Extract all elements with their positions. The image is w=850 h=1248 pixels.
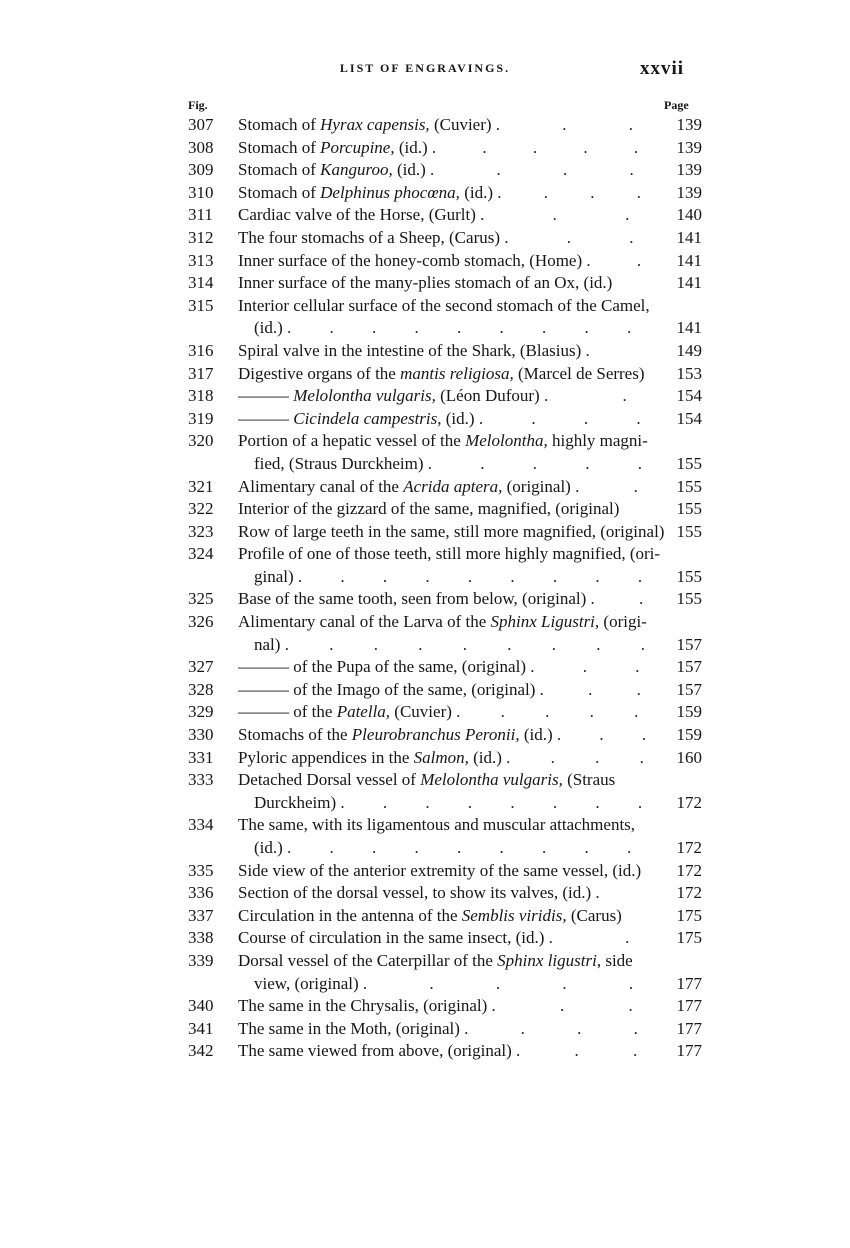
page-ref: 157: [676, 657, 702, 677]
page-ref: 159: [676, 725, 702, 745]
figure-number: 318: [188, 386, 214, 406]
page-ref: 155: [676, 521, 702, 541]
description-text: Spiral valve in the intestine of the Shark, (Blasius): [238, 340, 582, 360]
engraving-description: [238, 159, 664, 182]
page-ref: 177: [676, 973, 702, 993]
engraving-description: [238, 905, 664, 928]
description-text: (Straus: [562, 770, 616, 790]
description-text: (origi-: [599, 612, 647, 632]
page-ref: 157: [676, 679, 702, 699]
italic-name: Porcupine,: [320, 137, 395, 157]
engraving-description: [238, 950, 664, 973]
list-item: [188, 476, 708, 499]
page-ref: 177: [676, 996, 702, 1016]
page-ref: 172: [676, 838, 702, 857]
list-item: [188, 566, 708, 589]
figure-number: 339: [188, 950, 214, 970]
engraving-description: [254, 317, 664, 340]
description-text: (id.): [394, 137, 428, 157]
list-item: [188, 814, 708, 837]
description-text: Durckheim): [254, 792, 337, 812]
engraving-description: [238, 385, 664, 408]
description-text: (Cuvier): [390, 702, 452, 722]
figure-number: 320: [188, 431, 214, 451]
leader-dots: . . .: [556, 725, 664, 745]
list-item: [188, 295, 708, 318]
description-text: Side view of the anterior extremity of the same vessel, (id.): [238, 860, 642, 880]
figure-number: 314: [188, 273, 214, 293]
leader-dots: . .: [543, 386, 662, 406]
figure-number: 315: [188, 295, 214, 315]
page-ref: 141: [676, 318, 702, 338]
engraving-description: [254, 973, 664, 996]
description-text: The same in the Moth, (original): [238, 1018, 460, 1038]
page-ref: 155: [676, 476, 702, 496]
leader-dots: . . . . .: [456, 702, 657, 722]
list-item: [188, 182, 708, 205]
list-item: [188, 340, 708, 363]
description-text: Interior cellular surface of the second stomach of the Camel,: [238, 295, 650, 315]
engraving-description: [238, 814, 664, 837]
description-text: Dorsal vessel of the Caterpillar of the: [238, 950, 498, 970]
page-number: xxvii: [640, 58, 685, 79]
description-text: Row of large teeth in the same, still more magnified, (original): [238, 521, 664, 541]
description-text: Base of the same tooth, seen from below, (original): [238, 589, 587, 609]
list-item: [188, 114, 708, 137]
description-text: Section of the dorsal vessel, to show its valves, (id.): [238, 883, 592, 903]
list-item: [188, 521, 708, 544]
engravings-list: [188, 114, 708, 1063]
description-text: (Marcel de Serres): [513, 363, 645, 383]
list-item: [188, 227, 708, 250]
engraving-description: [238, 724, 664, 747]
list-item: [188, 272, 708, 295]
description-text: Alimentary canal of the Larva of the: [238, 612, 491, 632]
italic-name: Hyrax capensis,: [320, 115, 430, 134]
list-item: [188, 679, 708, 702]
figure-number: 331: [188, 747, 214, 767]
engraving-description: [238, 114, 664, 137]
description-text: Digestive organs of the: [238, 363, 401, 383]
page-ref: 177: [676, 1018, 702, 1038]
engraving-description: [238, 408, 664, 431]
description-text: Pyloric appendices in the: [238, 747, 414, 767]
engraving-description: [238, 769, 664, 792]
list-item: [188, 634, 708, 657]
leader-dots: . . . . .: [431, 137, 660, 157]
description-text: (id.): [468, 747, 502, 767]
leader-dots: . . .: [491, 996, 663, 1016]
page-ref: 139: [676, 137, 702, 157]
description-text: (id.): [519, 725, 553, 745]
engraving-description: [238, 656, 664, 679]
page-ref: 172: [676, 792, 702, 812]
fig-column-header: Fig.: [188, 98, 208, 112]
engraving-description: [238, 363, 664, 386]
figure-number: 312: [188, 227, 214, 247]
engraving-description: [238, 1040, 664, 1063]
page-ref: 155: [676, 566, 702, 586]
figure-number: 338: [188, 928, 214, 948]
engraving-description: [238, 995, 664, 1018]
leader-dots: . . . . . . . . .: [287, 318, 649, 338]
description-text: ginal): [254, 566, 294, 586]
engraving-description: [238, 611, 664, 634]
description-text: Stomach of: [238, 182, 321, 202]
list-item: [188, 159, 708, 182]
page-ref: 140: [676, 205, 702, 225]
description-text: The four stomachs of a Sheep, (Carus): [238, 227, 501, 247]
leader-dots: . . .: [480, 205, 662, 225]
list-item: [188, 837, 708, 860]
description-text: Inner surface of the honey-comb stomach, (Home): [238, 250, 583, 270]
description-text: Interior of the gizzard of the same, magnified, (original): [238, 499, 620, 519]
figure-number: 311: [188, 205, 213, 225]
list-item: [188, 656, 708, 679]
engraving-description: [254, 837, 664, 860]
engraving-description: [238, 340, 664, 363]
engraving-description: [238, 250, 664, 273]
page-ref: 139: [676, 182, 702, 202]
figure-number: 322: [188, 499, 214, 519]
page-ref: 141: [676, 227, 702, 247]
list-item: [188, 453, 708, 476]
italic-name: Pleurobranchus Peronii,: [351, 725, 520, 745]
page-ref: 155: [676, 589, 702, 609]
leader-dots: . . . .: [478, 408, 663, 428]
engraving-description: [254, 566, 664, 589]
italic-name: Cicindela campestris,: [293, 408, 442, 428]
leader-dots: . . . . . . . .: [340, 792, 660, 812]
description-text: nal): [254, 634, 281, 654]
description-text: view, (original): [254, 973, 359, 993]
engraving-description: [238, 498, 664, 521]
leader-dots: . . . .: [464, 1018, 662, 1038]
page-ref: 141: [676, 250, 702, 270]
leader-dots: . .: [575, 476, 663, 496]
description-text: Cardiac valve of the Horse, (Gurlt): [238, 205, 476, 225]
italic-name: Sphinx Ligustri,: [490, 612, 600, 632]
description-text: (Carus): [566, 905, 622, 925]
page-ref: 175: [676, 905, 702, 925]
page-column-header: Page: [664, 98, 689, 112]
figure-number: 324: [188, 544, 214, 564]
engraving-description: [238, 295, 664, 318]
engraving-description: [254, 792, 664, 815]
engraving-description: [238, 588, 664, 611]
figure-number: 325: [188, 589, 214, 609]
engraving-description: [238, 927, 664, 950]
description-text: (Cuvier): [429, 115, 492, 134]
list-item: [188, 137, 708, 160]
figure-number: 330: [188, 725, 214, 745]
figure-number: 328: [188, 679, 214, 699]
leader-dots: . . .: [539, 679, 661, 699]
figure-number: 341: [188, 1018, 214, 1038]
list-item: [188, 882, 708, 905]
description-text: Course of circulation in the same insect, (id.): [238, 928, 545, 948]
engraving-description: [238, 882, 664, 905]
list-item: [188, 363, 708, 386]
description-text: ——— of the: [238, 702, 337, 722]
page-ref: 153: [676, 363, 702, 383]
italic-name: Acrida aptera,: [403, 476, 503, 496]
description-text: The same viewed from above, (original): [238, 1041, 512, 1061]
engraving-description: [238, 860, 664, 883]
list-item: [188, 792, 708, 815]
engraving-description: [238, 430, 664, 453]
figure-number: 333: [188, 770, 214, 790]
page-ref: 177: [676, 1041, 702, 1061]
running-head: LIST OF ENGRAVINGS.: [339, 61, 511, 75]
figure-number: 308: [188, 137, 214, 157]
description-text: Stomach of: [238, 160, 321, 180]
italic-name: Sphinx ligustri,: [497, 950, 602, 970]
page-ref: 172: [676, 883, 702, 903]
figure-number: 336: [188, 883, 214, 903]
description-text: The same, with its ligamentous and muscular attachments,: [238, 815, 636, 835]
list-item: [188, 927, 708, 950]
list-item: [188, 769, 708, 792]
list-item: [188, 204, 708, 227]
figure-number: 310: [188, 182, 214, 202]
list-item: [188, 611, 708, 634]
description-text: Detached Dorsal vessel of: [238, 770, 421, 790]
description-text: fied, (Straus Durckheim): [254, 453, 424, 473]
engraving-description: [238, 1018, 664, 1041]
list-item: [188, 498, 708, 521]
list-item: [188, 724, 708, 747]
leader-dots: . . . .: [430, 160, 663, 180]
list-item: [188, 747, 708, 770]
engraving-description: [238, 204, 664, 227]
italic-name: Delphinus phocœna,: [320, 182, 460, 202]
description-text: (id.): [254, 838, 283, 857]
italic-name: Melolontha,: [465, 431, 548, 451]
description-text: Portion of a hepatic vessel of the: [238, 431, 466, 451]
description-text: ———: [238, 408, 294, 428]
list-item: [188, 408, 708, 431]
leader-dots: . . . . . . . . .: [297, 566, 660, 586]
italic-name: Kanguroo,: [320, 160, 393, 180]
leader-dots: . .: [590, 589, 664, 609]
figure-number: 319: [188, 408, 214, 428]
engraving-description: [254, 634, 664, 657]
engraving-description: [238, 521, 664, 544]
figure-number: 321: [188, 476, 214, 496]
figure-number: 342: [188, 1041, 214, 1061]
description-text: ———: [238, 386, 294, 406]
leader-dots: .: [585, 340, 629, 360]
figure-number: 327: [188, 657, 214, 677]
description-text: Stomach of: [238, 115, 321, 134]
description-text: (id.): [441, 408, 475, 428]
page-ref: 160: [676, 747, 702, 767]
italic-name: Melolontha vulgaris,: [420, 770, 563, 790]
list-item: [188, 1040, 708, 1063]
leader-dots: . . . .: [506, 747, 662, 767]
engraving-description: [238, 137, 664, 160]
page-ref: 149: [676, 340, 702, 360]
description-text: (original): [502, 476, 571, 496]
list-item: [188, 950, 708, 973]
list-item: [188, 250, 708, 273]
engraving-description: [238, 701, 664, 724]
list-item: [188, 385, 708, 408]
list-item: [188, 973, 708, 996]
description-text: (id.): [392, 160, 426, 180]
engraving-description: [238, 182, 664, 205]
italic-name: Patella,: [336, 702, 391, 722]
figure-number: 307: [188, 115, 214, 134]
engraving-description: [238, 272, 664, 295]
figure-number: 329: [188, 702, 214, 722]
engraving-description: [254, 453, 664, 476]
list-item: [188, 701, 708, 724]
italic-name: Melolontha vulgaris,: [293, 386, 436, 406]
list-item: [188, 317, 708, 340]
page-ref: 154: [676, 408, 702, 428]
engraving-description: [238, 543, 664, 566]
list-item: [188, 860, 708, 883]
figure-number: 317: [188, 363, 214, 383]
figure-number: 313: [188, 250, 214, 270]
figure-number: 309: [188, 160, 214, 180]
description-text: Alimentary canal of the: [238, 476, 404, 496]
engraving-description: [238, 679, 664, 702]
description-text: ——— of the Pupa of the same, (original): [238, 657, 526, 677]
description-text: Inner surface of the many-plies stomach of an Ox, (id.): [238, 273, 613, 293]
page-ref: 157: [676, 634, 702, 654]
leader-dots: . .: [586, 250, 663, 270]
page-ref: 154: [676, 386, 702, 406]
description-text: (id.): [254, 318, 283, 338]
list-item: [188, 430, 708, 453]
page-ref: 159: [676, 702, 702, 722]
description-text: (id.): [459, 182, 493, 202]
description-text: highly magni-: [547, 431, 648, 451]
leader-dots: . . .: [530, 657, 662, 677]
figure-number: 323: [188, 521, 214, 541]
leader-dots: . . . . .: [362, 973, 663, 993]
description-text: Stomach of: [238, 137, 321, 157]
description-text: (Léon Dufour): [435, 386, 540, 406]
page-ref: 155: [676, 499, 702, 519]
description-text: Stomachs of the: [238, 725, 352, 745]
figure-number: 334: [188, 815, 214, 835]
engraving-description: [238, 476, 664, 499]
leader-dots: . . .: [504, 227, 661, 247]
list-item: [188, 543, 708, 566]
italic-name: mantis religiosa,: [400, 363, 514, 383]
list-item: [188, 995, 708, 1018]
description-text: ——— of the Imago of the same, (original): [238, 679, 536, 699]
figure-number: 326: [188, 612, 214, 632]
figure-number: 316: [188, 340, 214, 360]
page-ref: 139: [676, 115, 702, 134]
page-ref: 141: [676, 273, 702, 293]
italic-name: Semblis viridis,: [461, 905, 567, 925]
figure-number: 335: [188, 860, 214, 880]
page-ref: 175: [676, 928, 702, 948]
leader-dots: . . .: [495, 115, 663, 134]
list-item: [188, 1018, 708, 1041]
engraving-description: [238, 747, 664, 770]
page-ref: 139: [676, 160, 702, 180]
leader-dots: . . . . .: [427, 453, 664, 473]
italic-name: Salmon,: [413, 747, 469, 767]
description-text: The same in the Chrysalis, (original): [238, 996, 488, 1016]
description-text: Profile of one of those teeth, still more highly magnified, (ori-: [238, 544, 661, 564]
description-text: Circulation in the antenna of the: [238, 905, 462, 925]
list-item: [188, 588, 708, 611]
leader-dots: . . . . . . . . .: [287, 838, 649, 857]
leader-dots: . .: [548, 928, 664, 948]
figure-number: 340: [188, 996, 214, 1016]
list-item: [188, 905, 708, 928]
page-ref: 172: [676, 860, 702, 880]
figure-number: 337: [188, 905, 214, 925]
engraving-description: [238, 227, 664, 250]
leader-dots: . . .: [516, 1041, 663, 1061]
description-text: side: [601, 950, 633, 970]
leader-dots: .: [595, 883, 639, 903]
leader-dots: . . . . . . . . .: [284, 634, 663, 654]
page-ref: 155: [676, 453, 702, 473]
leader-dots: . . . .: [497, 182, 660, 202]
